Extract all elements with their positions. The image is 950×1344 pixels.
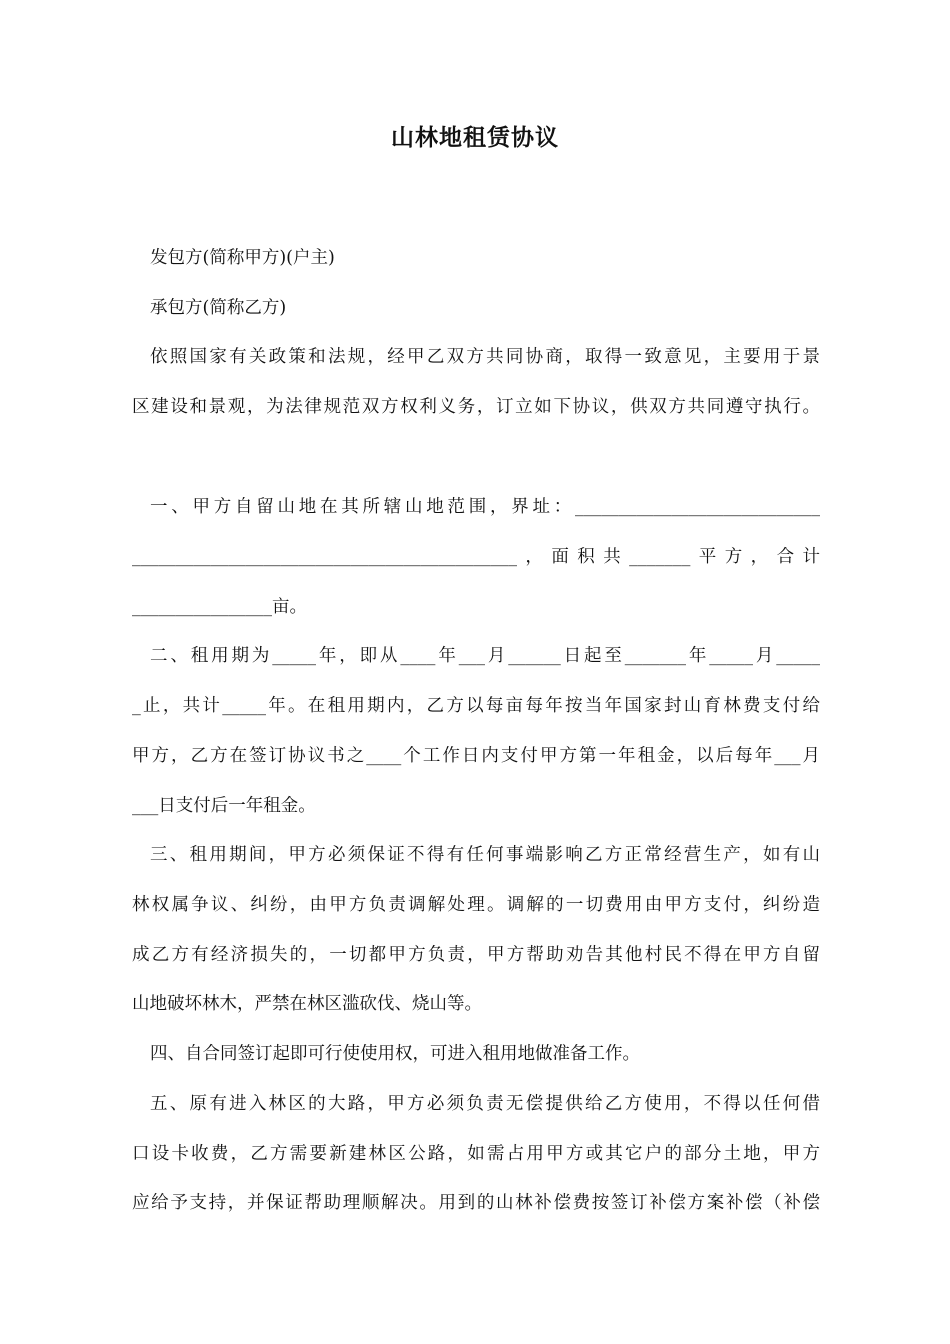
clause-2-line-3: 甲方，乙方在签订协议书之____个工作日内支付甲方第一年租金，以后每年___月 [132,746,820,766]
document-title: 山林地租赁协议 [391,125,559,151]
clause-5-line-3: 应给予支持，并保证帮助理顺解决。用到的山林补偿费按签订补偿方案补偿（补偿 [132,1193,820,1213]
clause-2-line-1: 二、租用期为_____年，即从____年___月______日起至_______年_____月_____ [150,646,820,666]
clause-1-line-1: 一、甲方自留山地在其所辖山地范围，界址：____________________________ [150,497,820,517]
clause-2-line-4: ___日支付后一年租金。 [132,796,316,816]
clause-1-line-2: ____________________________________________，面积共_______平方，合计 [132,547,820,567]
clause-4-line-1: 四、自合同签订起即可行使使用权，可进入租用地做准备工作。 [150,1044,640,1064]
clause-5-line-1: 五、原有进入林区的大路，甲方必须负责无偿提供给乙方使用，不得以任何借 [150,1094,820,1114]
clause-3-line-1: 三、租用期间，甲方必须保证不得有任何事端影响乙方正常经营生产，如有山 [150,845,820,865]
clause-5-line-2: 口设卡收费，乙方需要新建林区公路，如需占用甲方或其它户的部分土地，甲方 [132,1144,820,1164]
clause-2-line-2: _止，共计_____年。在租用期内，乙方以每亩每年按当年国家封山育林费支付给 [132,696,820,716]
clause-3-line-4: 山地破坏林木，严禁在林区滥砍伐、烧山等。 [132,994,482,1014]
party-b-line: 承包方(简称乙方) [150,298,287,318]
preamble-line-1: 依照国家有关政策和法规，经甲乙双方共同协商，取得一致意见，主要用于景 [150,347,820,367]
clause-3-line-3: 成乙方有经济损失的，一切都甲方负责，甲方帮助劝告其他村民不得在甲方自留 [132,945,820,965]
party-a-line: 发包方(简称甲方)(户主) [150,248,335,268]
clause-1-line-3: ________________亩。 [132,597,307,617]
preamble-line-2: 区建设和景观，为法律规范双方权利义务，订立如下协议，供双方共同遵守执行。 [132,397,820,417]
clause-3-line-2: 林权属争议、纠纷，由甲方负责调解处理。调解的一切费用由甲方支付，纠纷造 [132,895,820,915]
